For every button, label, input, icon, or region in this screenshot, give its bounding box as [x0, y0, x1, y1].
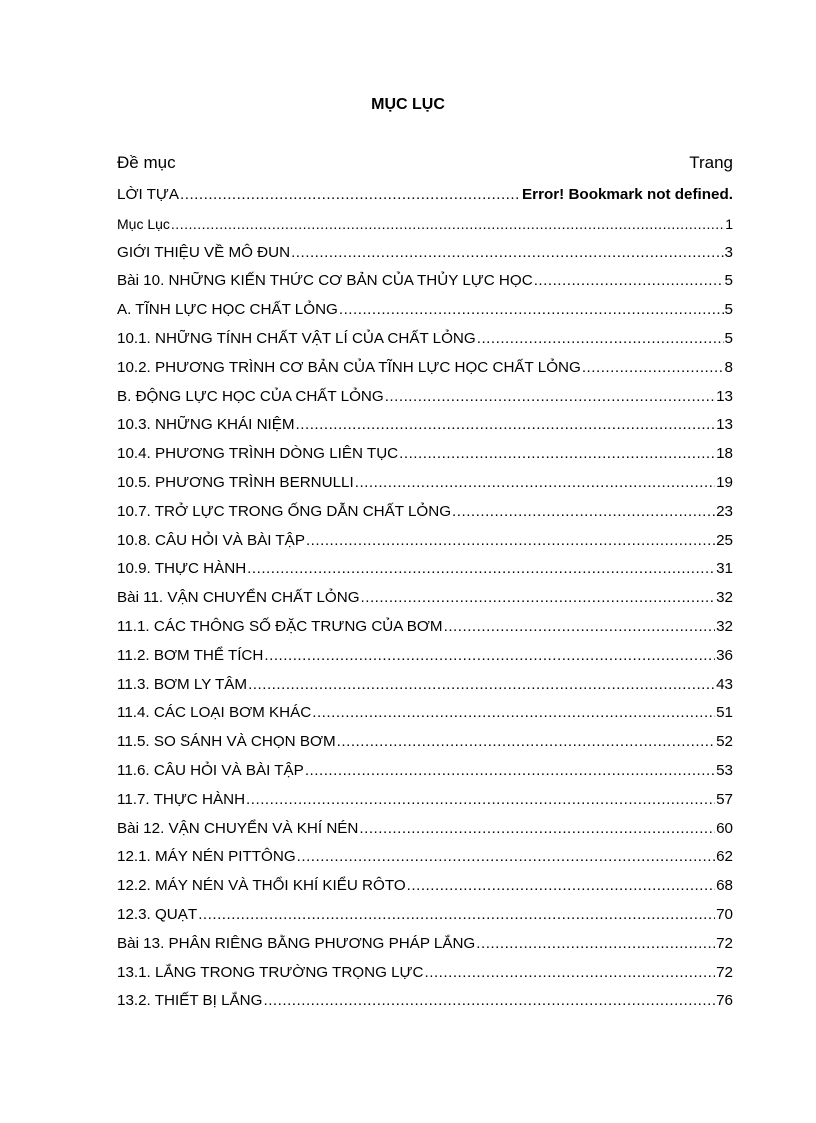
toc-entry[interactable] [117, 555, 733, 584]
toc-entry-page-number: 72 [716, 963, 733, 981]
toc-entry-page-number: 76 [716, 992, 733, 1010]
toc-dot-leader [361, 584, 716, 613]
toc-dot-leader [359, 815, 715, 844]
toc-dot-leader [198, 901, 715, 930]
toc-entry[interactable] [117, 354, 733, 383]
toc-entry[interactable] [117, 584, 733, 613]
toc-dot-leader [452, 498, 715, 527]
toc-entry-title: 11.4. CÁC LOẠI BƠM KHÁC [117, 704, 312, 722]
toc-entry-title: Mục Lục [117, 215, 170, 232]
toc-dot-leader [180, 181, 521, 210]
toc-entry-title: 10.8. CÂU HỎI VÀ BÀI TẬP [117, 531, 305, 549]
toc-entry-title: 12.3. QUẠT [117, 905, 198, 923]
toc-entry[interactable] [117, 296, 733, 325]
toc-entry[interactable] [117, 498, 733, 527]
toc-entry-title: 12.1. MÁY NÉN PITTÔNG [117, 848, 296, 866]
toc-dot-leader [337, 728, 715, 757]
toc-dot-leader [291, 239, 723, 268]
toc-entry[interactable] [117, 699, 733, 728]
toc-entry-title: Bài 12. VẬN CHUYỂN VÀ KHÍ NÉN [117, 819, 359, 837]
toc-entry[interactable] [117, 843, 733, 872]
toc-entry[interactable] [117, 411, 733, 440]
toc-header [117, 153, 733, 177]
toc-entry[interactable] [117, 987, 733, 1016]
toc-entry-page-number: 53 [716, 761, 733, 779]
toc-entry[interactable] [117, 325, 733, 354]
toc-dot-leader [263, 987, 715, 1016]
toc-entry[interactable] [117, 469, 733, 498]
toc-dot-leader [312, 699, 715, 728]
toc-dot-leader [425, 959, 716, 988]
toc-entry-page-number: 68 [716, 877, 733, 895]
toc-entry-page-number: 43 [716, 675, 733, 693]
toc-dot-leader [247, 555, 715, 584]
toc-entry-title: LỜI TỰA [117, 186, 180, 203]
toc-entry-page-number: 31 [716, 560, 733, 578]
toc-entry-page-number: 13 [716, 387, 733, 405]
toc-entry-page-number: 32 [716, 617, 733, 635]
toc-entry-title: 10.9. THỰC HÀNH [117, 560, 247, 578]
toc-entry[interactable] [117, 872, 733, 901]
toc-entry-title: Bài 13. PHÂN RIÊNG BẰNG PHƯƠNG PHÁP LẮNG [117, 934, 476, 952]
toc-dot-leader [399, 440, 715, 469]
toc-dot-leader [407, 872, 715, 901]
toc-entry-page-number: Error! Bookmark not defined. [522, 186, 733, 203]
toc-dot-leader [305, 757, 715, 786]
toc-entry-title: 10.4. PHƯƠNG TRÌNH DÒNG LIÊN TỤC [117, 445, 399, 463]
toc-dot-leader [264, 642, 715, 671]
toc-entry-title: 11.2. BƠM THỂ TÍCH [117, 646, 264, 664]
toc-header-section-label: Đề mục [117, 153, 176, 172]
toc-entry-title: 10.3. NHỮNG KHÁI NIỆM [117, 416, 295, 434]
toc-entry-page-number: 8 [724, 358, 733, 376]
toc-entry-page-number: 32 [716, 589, 733, 607]
toc-entry[interactable] [117, 959, 733, 988]
toc-entry[interactable] [117, 267, 733, 296]
toc-entry[interactable] [117, 728, 733, 757]
toc-entry[interactable] [117, 671, 733, 700]
toc-dot-leader [248, 671, 715, 700]
toc-dot-leader [444, 613, 716, 642]
toc-entry-page-number: 23 [716, 502, 733, 520]
toc-entry-title: A. TĨNH LỰC HỌC CHẤT LỎNG [117, 301, 338, 319]
toc-entry-title: 11.5. SO SÁNH VÀ CHỌN BƠM [117, 733, 336, 751]
toc-entry-title: 11.6. CÂU HỎI VÀ BÀI TẬP [117, 761, 304, 779]
toc-entry-title: 13.1. LẮNG TRONG TRƯỜNG TRỌNG LỰC [117, 963, 424, 981]
toc-entry[interactable] [117, 642, 733, 671]
toc-entry-title: 10.2. PHƯƠNG TRÌNH CƠ BẢN CỦA TĨNH LỰC HỌC CHẤT LỎNG [117, 358, 581, 376]
toc-dot-leader [355, 469, 715, 498]
toc-entry-page-number: 18 [716, 445, 733, 463]
toc-entry[interactable] [117, 901, 733, 930]
toc-entry[interactable] [117, 181, 733, 210]
toc-entry-title: 10.7. TRỞ LỰC TRONG ỐNG DẪN CHẤT LỎNG [117, 502, 452, 520]
toc-dot-leader [339, 296, 724, 325]
toc-entry-page-number: 3 [724, 243, 733, 261]
toc-dot-leader [582, 354, 724, 383]
toc-entry-title: 10.1. NHỮNG TÍNH CHẤT VẬT LÍ CỦA CHẤT LỎNG [117, 329, 476, 347]
toc-entry-page-number: 1 [725, 215, 733, 232]
toc-entry-page-number: 19 [716, 473, 733, 491]
toc-entry-title: B. ĐỘNG LỰC HỌC CỦA CHẤT LỎNG [117, 387, 384, 405]
toc-entry-page-number: 60 [716, 819, 733, 837]
toc-entry-page-number: 72 [716, 934, 733, 952]
toc-entry-page-number: 51 [716, 704, 733, 722]
toc-entry-page-number: 5 [724, 329, 733, 347]
toc-entry-page-number: 70 [716, 905, 733, 923]
toc-dot-leader [297, 843, 715, 872]
toc-dot-leader [476, 930, 715, 959]
toc-entry[interactable] [117, 383, 733, 412]
toc-entry[interactable] [117, 210, 733, 239]
toc-entry-page-number: 13 [716, 416, 733, 434]
toc-entry-title: Bài 11. VẬN CHUYỂN CHẤT LỎNG [117, 589, 360, 607]
page-title: MỤC LỤC [371, 96, 445, 113]
toc-entry[interactable] [117, 613, 733, 642]
toc-dot-leader [246, 786, 715, 815]
toc-entry[interactable] [117, 930, 733, 959]
toc-dot-leader [385, 383, 715, 412]
toc-entry-title: 10.5. PHƯƠNG TRÌNH BERNULLI [117, 473, 354, 491]
toc-dot-leader [171, 210, 724, 239]
toc-header-page-label: Trang [689, 153, 733, 172]
toc-entry-page-number: 52 [716, 733, 733, 751]
toc-entry[interactable] [117, 527, 733, 556]
toc-entry-title: 11.7. THỰC HÀNH [117, 790, 246, 808]
toc-entry-page-number: 62 [716, 848, 733, 866]
toc-entry-page-number: 25 [716, 531, 733, 549]
toc-entry-title: 12.2. MÁY NÉN VÀ THỔI KHÍ KIỂU RÔTO [117, 877, 406, 895]
toc-entry-page-number: 5 [724, 272, 733, 290]
toc-entry-title: GIỚI THIỆU VỀ MÔ ĐUN [117, 243, 291, 261]
toc-dot-leader [296, 411, 716, 440]
toc-entry[interactable] [117, 786, 733, 815]
toc-entry[interactable] [117, 239, 733, 268]
toc-entry-title: 13.2. THIẾT BỊ LẮNG [117, 992, 263, 1010]
toc-entry-title: Bài 10. NHỮNG KIẾN THỨC CƠ BẢN CỦA THỦY LỰC HỌC [117, 272, 533, 290]
toc-dot-leader [306, 527, 715, 556]
table-of-contents [117, 181, 733, 1016]
toc-entry-title: 11.3. BƠM LY TÂM [117, 675, 248, 693]
toc-entry-page-number: 5 [724, 301, 733, 319]
toc-entry[interactable] [117, 815, 733, 844]
toc-dot-leader [477, 325, 724, 354]
toc-entry[interactable] [117, 440, 733, 469]
toc-entry-page-number: 57 [716, 790, 733, 808]
toc-dot-leader [534, 267, 724, 296]
toc-entry-title: 11.1. CÁC THÔNG SỐ ĐẶC TRƯNG CỦA BƠM [117, 617, 443, 635]
toc-entry[interactable] [117, 757, 733, 786]
toc-entry-page-number: 36 [716, 646, 733, 664]
